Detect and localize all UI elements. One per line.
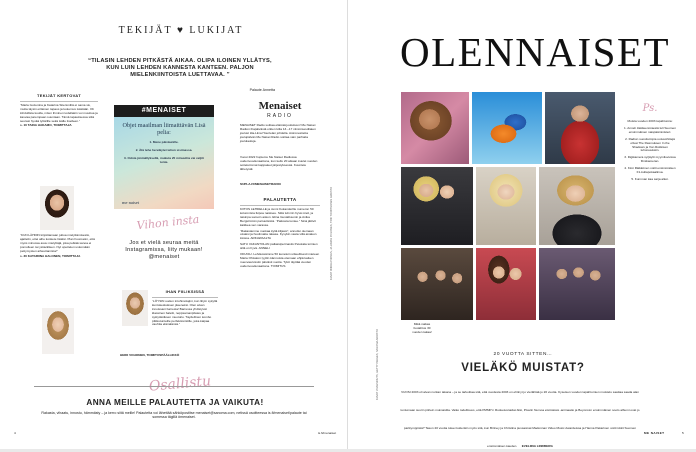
right-page (348, 0, 696, 449)
section-title: VIELÄKÖ MUISTAT? (461, 362, 585, 374)
author-photo-katariina (42, 308, 74, 354)
page-title: OLENNAISET (400, 29, 671, 75)
instagram-card (114, 117, 214, 209)
photo-kimi (545, 92, 615, 164)
photo-rasmus (539, 248, 615, 320)
reader-quote: “TILASIN LEHDEN PITKÄSTÄ AIKAA. OLIPA ILOINEN YLLÄTYS, KUN LUIN LEHDEN KANNESTA KANTEEN. PALJON MIELENKIINTOISTA LUETTAVAA. ” (88, 58, 272, 79)
radio-logo-wordmark: Menaiset (258, 100, 302, 112)
tekijat-heading: TEKIJÄT KERTOVAT (37, 93, 81, 98)
ihan-heading: IHAN FIILIKSISSÄ (165, 289, 205, 294)
heart-icon: ♥ (176, 25, 185, 36)
photo-caption: Mikä naikas fuutahtus 30 vuoden takaa! (412, 322, 432, 334)
section-header (106, 25, 256, 36)
menaiset-tag: #MENAISET (114, 105, 214, 117)
radio-logo-sub: RADIO (267, 113, 293, 119)
section-body-text: VUOSI 2003 oli aivan nurkan takana – ja se tarkoittaa sitä, että vuodesta 2003 on ehtinyt jo vierähtää jo 20 vuotta. Kyseisen vuoden tapahtumien muistelu saattaa saada alan tuntumaan suurin piirtein muinaisilta. Vaiko todellisuus, että PMMP:n Rusketusraidat-biisi, Pixarin Nemoa etsimässä -animaatio ja Beyoncén ensimmäinen soolo albumi ovat jo parikymppisiä? Tason 20 vuotta tuleei kuitenkin myös sitä, kun Britney ja Christina pussasivat Madonnan Video Music Awardeissa ja Hanna Pakarinen voitti idolit Suomen ensimmäisen kauden. (400, 390, 640, 448)
section-body (396, 380, 644, 452)
tekijat-column (20, 94, 98, 128)
tekijat-ref-2: s. 30 KATARIINA HALONEN, TOIMITTAJA (20, 253, 81, 258)
osallistu-title: ANNA MEILLE PALAUTETTA JA VAIKUTA! (86, 398, 264, 407)
radio-text-1: MENAISET Radio soittaa elämää joulukuun! Me Naiset Radion ihapäivästä orkien kilta 13.–17 viimmisesdiiaten joulust Ida-Liina Hourtelan johdella. Astronestietta joulupäivän Me Naiset Radio soittaa vain parhaita joululauluja. (240, 123, 316, 143)
photo-britney-madonna (401, 167, 473, 245)
author-photo-taina (40, 186, 74, 230)
right-side-credit: KUVAT VOAUMOUTS, GETTY IMAGES, SANOMA ARKISTO (376, 329, 379, 400)
left-page (0, 0, 348, 449)
instagram-follow-text: Jos et vielä seuraa meitä Instagramissa, liity mukaan! @menaiset (125, 240, 203, 260)
tekijat-ref-1: s. 10 TAINA HAKAMO, TOIMITTAJA (20, 123, 72, 128)
header-left-word: TEKIJÄT (118, 25, 173, 36)
palaute-item-3: SATU VAKANTOLAN palkaisiperinastis Petokala toimien sillä on hyvä. ANNELI (240, 242, 318, 251)
photo-hanna (539, 167, 615, 245)
palaute-item-1: KIITOS LEHDELLE ja Jenni Kokanderille numeron 50 kolumnista Ikipoa naisiseu. Siitä tuli niin hyvä mieli, ja taisinpa samoin askon. Elina Gustafssonin ja Anika Bergströmin pariuutisistä. “Paikosta tuntee.” Sinä jättivit kaikkea sen varassa. (240, 207, 316, 227)
card-title: Objet maailman liimaittävän Lisä pelia: (122, 122, 206, 136)
photo-beyonce (401, 92, 469, 164)
ps-item-4: 4. Kimi Räikkönen voitti ensimmäisen F1-kultapokaalinsa. (624, 166, 676, 175)
ps-list (624, 120, 676, 182)
ps-intro: Muista vuoden 2003 tapahtumia: (627, 119, 673, 123)
photo-credit-vertical: KUVAT MIIKKA PIRINEN, JA HIMAN POLIISIEN, TIIMI TOIMITUKSEN ARKISTO (330, 186, 333, 280)
folio-right-num: 5 (682, 431, 684, 435)
folio-right-brand: ME NAISET (644, 431, 665, 435)
card-item-1: 1. Mene päiväunille. (149, 140, 179, 144)
ps-item-3: 3. Digikamera syrjäytti myymiluvuissa filmikameran. (624, 155, 676, 164)
ps-item-1: 1. Anneli Jäätteenmäestä tuli Suomen ensimmäinen naispääministeri. (624, 125, 676, 134)
folio-left-num: 4 (14, 431, 16, 435)
osallistu-script: Osallistu (148, 373, 212, 395)
card-list (122, 141, 206, 165)
ps-item-5: 5. Kumman kaa sarja alkoi. (631, 176, 669, 181)
card-item-3: 3. Odota jänmällyksellä, mukuta 20 minuuttia vai veljiti tunte. (124, 155, 204, 164)
photo-nemo (472, 92, 542, 164)
palaute-item-4: OIKASU. Lehdessämme 50 kenetuin uitteellisesti mieteen Maria Ohisalon tyyliin kännoista olemaan ehjiä kaiken nuevvaa kissiin päivästi vuotta. Tytöt täyttää vuoden uudenvuodenaattona. TOIMITUS (240, 252, 320, 268)
quote-author: Palaute Annetta (249, 88, 275, 92)
card-brand: me naiset (122, 200, 140, 205)
radio-text-2: Vuosi 2022 hupiemu Me Naiset Radiossa uudenvuodenaattona, kun kellu 20 aikaan kuulet vuoden soitetuimmat kappaleet järjestyksessä. Kuuntele lähetystä: (240, 155, 318, 171)
photo-pmmp (476, 248, 536, 320)
ps-label: Ps. (642, 103, 658, 114)
photo-christina (476, 167, 536, 245)
osallistu-text: Rakasta, vihaatu, innostu, hämmästy – ja kerro siitä meille! Palautetta voi lähettää sähköpostitse menaiset@sanoma.com, netissä osoitteessa is.fi/menaiset/palaute tai somessa tägillä #menaiset. (41, 411, 307, 420)
palautetta-heading: PALAUTETTA (263, 197, 297, 202)
radio-link[interactable]: SUPLA.FI/MENAISETRADIO (240, 182, 281, 186)
palautetta-list (240, 208, 320, 269)
photo-band (401, 248, 473, 320)
radio-logo (240, 96, 320, 119)
tekijat-text-2: “KUN LÄHDIN kirjoittamaan juttua mielyttämisestä, ajattelin, ettei aihe koskete lisäksi. Pian huomasin, että myös minussa asuu mielyttäjä, joka pelkää sanoa ei pomolleen tai ystävälleen. Nyt opettelen uskomään pettymysten aiheuttamista!” (20, 233, 95, 253)
tekijat-text-1: “Maria Guzenina ja Katarina Sitersmiltä ei sama sä, mutta täysin erilainen tapaus ja kokemus isästään. Oli lohdullista kuulla, miten ihminen todellakin voi muuttua ja kasvaa parempaan suuntaan. Tämä tapauksessa siitä seurasi hyvää tyttärille sekä isälle itselleen.” (20, 102, 98, 123)
vihon-insta-script: Vihon insta (136, 212, 200, 233)
palaute-item-2: “Rakastamme nuokaa kyliä kiljassi”, annoitui olemaan oivaksi ja huolimatta rakasa. Kyvykin vasta viilä ainakon loistoa. ARKAWAALTA (240, 228, 317, 241)
header-right-word: LUKIJAT (189, 25, 244, 36)
heidi-photo (122, 290, 148, 326)
ihan-ref: HEIDI VOHONEN, TOIMITUSPÄÄLLIKKÖ (120, 353, 180, 357)
section-signature: EVELIINA LINDBERG (521, 444, 553, 448)
section-overline: 20 VUOTTA SITTEN… (493, 352, 553, 357)
folio-left-site: is.fi/menaiset (318, 431, 337, 435)
ps-item-2: 2. Radion suosituimpia uutuushittejä olivat The Rasmuksen In the Shadows ja Von Rokkisen tuhoisuuksiin. (625, 136, 675, 153)
ihan-text: “LÖYSIN uuden intohimolajini, kun liityin sykyllä kuntokeskuksen jäseneksi. Olen aivan innoissani barresta! Barressa yhdistyvät klassinen baletti, neppsamanpilates ja sykiyököiksen muotoilu. Täydellinen kombo pilkkutunteille perfektionistille, joka kaipaa vauhtia elämäänsä.” (152, 299, 218, 327)
card-item-2: 2. Älä tehe hereläytet teliun sisimassa. (135, 147, 193, 152)
tekijat-column-2 (20, 234, 98, 258)
